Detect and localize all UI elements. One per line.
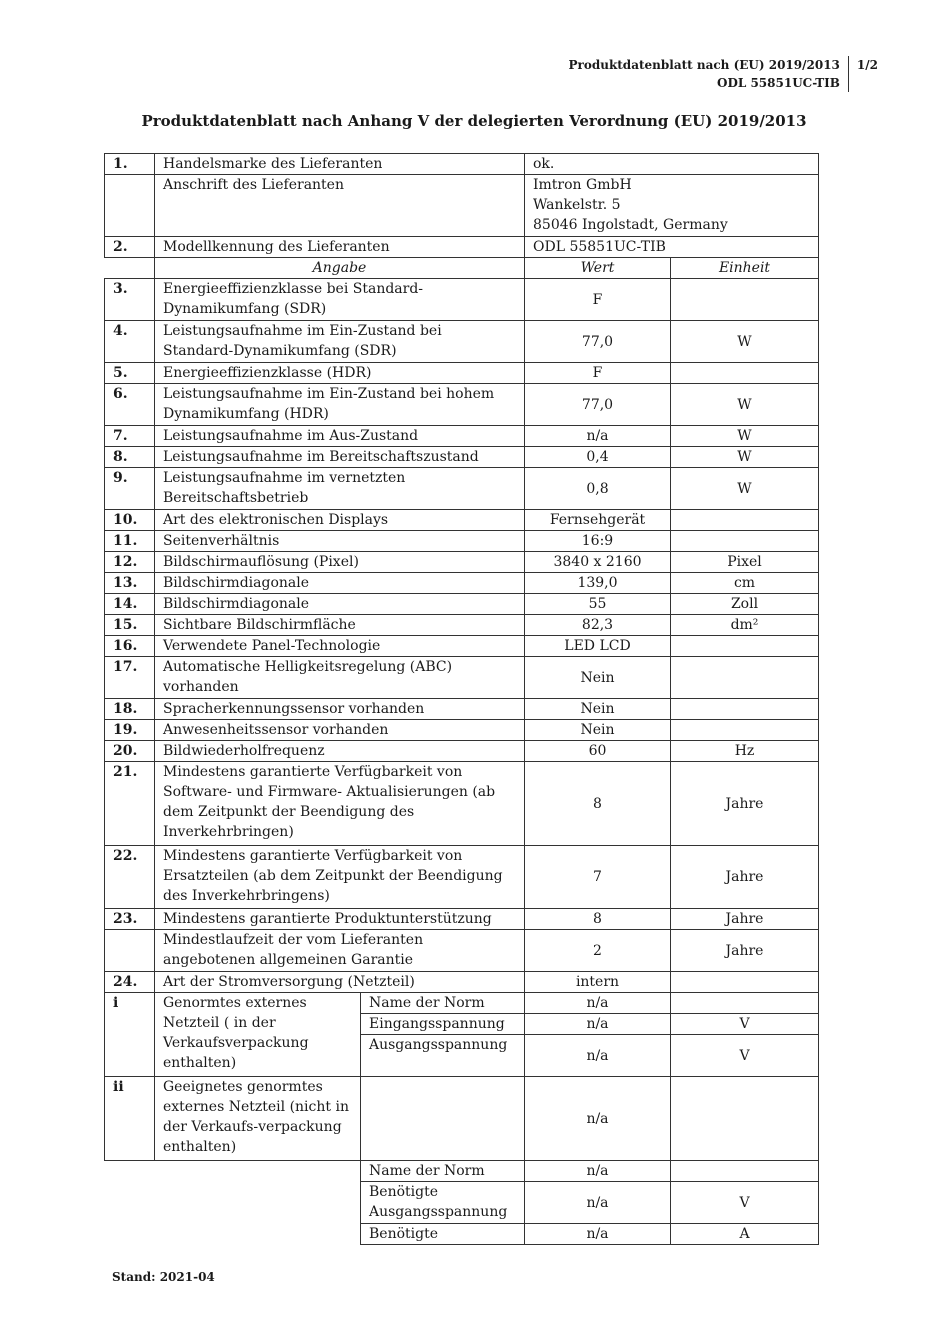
- row-value: n/a: [525, 1182, 671, 1224]
- table-row: [105, 447, 819, 468]
- row-number: [105, 175, 155, 237]
- row-value: 139,0: [525, 573, 671, 594]
- sub-label: Benötigte Ausgangsspannung: [361, 1182, 525, 1224]
- row-label: Genormtes externes Netzteil ( in der Verkaufsverpackung enthalten): [155, 993, 361, 1077]
- table-row: [105, 846, 819, 909]
- table-row: [105, 237, 819, 258]
- row-value: ok.: [525, 154, 819, 175]
- row-unit: [671, 510, 819, 531]
- product-data-table: [104, 153, 819, 1245]
- row-number: 13.: [105, 573, 155, 594]
- row-label: Energieeffizienzklasse bei Standard-Dynamikumfang (SDR): [155, 279, 525, 321]
- psu-ii-row: [105, 1077, 819, 1161]
- table-row: [105, 594, 819, 615]
- row-value: n/a: [525, 1077, 671, 1161]
- row-value: 77,0: [525, 321, 671, 363]
- row-number: 4.: [105, 321, 155, 363]
- empty-cell: [155, 1224, 361, 1245]
- row-unit: Pixel: [671, 552, 819, 573]
- row-value: F: [525, 363, 671, 384]
- row-label: Mindestlaufzeit der vom Lieferanten angebotenen allgemeinen Garantie: [155, 930, 525, 972]
- row-label: Anschrift des Lieferanten: [155, 175, 525, 237]
- row-number: 10.: [105, 510, 155, 531]
- row-unit: V: [671, 1035, 819, 1077]
- row-value: ODL 55851UC-TIB: [525, 237, 819, 258]
- empty-cell: [105, 1224, 155, 1245]
- table-row: [105, 930, 819, 972]
- table-row: [105, 636, 819, 657]
- row-label: Modellkennung des Lieferanten: [155, 237, 525, 258]
- row-unit: [671, 531, 819, 552]
- row-value: 82,3: [525, 615, 671, 636]
- row-number: [105, 930, 155, 972]
- table-row: [105, 909, 819, 930]
- table-row: [105, 741, 819, 762]
- row-value: n/a: [525, 1161, 671, 1182]
- row-unit: [671, 1161, 819, 1182]
- row-label: Mindestens garantierte Verfügbarkeit von Software- und Firmware- Aktualisierungen (ab dem Zeitpunkt der Beendigung des Inverkehrbringen): [155, 762, 525, 846]
- row-value: 2: [525, 930, 671, 972]
- header-doc-info: [568, 56, 848, 92]
- sub-label: Name der Norm: [361, 993, 525, 1014]
- row-label: Mindestens garantierte Produktunterstützung: [155, 909, 525, 930]
- page-header: [568, 56, 878, 92]
- empty-cell: [361, 1077, 525, 1161]
- row-label: Leistungsaufnahme im Ein-Zustand bei Standard-Dynamikumfang (SDR): [155, 321, 525, 363]
- table-row: [105, 321, 819, 363]
- table-row: [105, 384, 819, 426]
- row-unit: W: [671, 426, 819, 447]
- table-row: [105, 510, 819, 531]
- row-number: 9.: [105, 468, 155, 510]
- row-value: 8: [525, 762, 671, 846]
- row-label: Bildschirmdiagonale: [155, 594, 525, 615]
- row-unit: [671, 636, 819, 657]
- empty-cell: [671, 1077, 819, 1161]
- column-header-wert: Wert: [525, 258, 671, 279]
- sub-label: Eingangsspannung: [361, 1014, 525, 1035]
- column-header-row: [105, 258, 819, 279]
- row-value: 8: [525, 909, 671, 930]
- row-value: n/a: [525, 1035, 671, 1077]
- row-number: 12.: [105, 552, 155, 573]
- row-unit: [671, 720, 819, 741]
- row-value: Fernsehgerät: [525, 510, 671, 531]
- row-number: 15.: [105, 615, 155, 636]
- table-row: [105, 426, 819, 447]
- row-unit: [671, 279, 819, 321]
- row-label: Art des elektronischen Displays: [155, 510, 525, 531]
- row-label: Verwendete Panel-Technologie: [155, 636, 525, 657]
- row-unit: [671, 363, 819, 384]
- address-line: Imtron GmbH: [533, 177, 632, 193]
- row-label: Leistungsaufnahme im vernetzten Bereitschaftsbetrieb: [155, 468, 525, 510]
- table-row: [105, 762, 819, 846]
- row-number: ii: [105, 1077, 155, 1161]
- row-value: LED LCD: [525, 636, 671, 657]
- row-unit: W: [671, 447, 819, 468]
- row-number: 11.: [105, 531, 155, 552]
- table-row: [105, 468, 819, 510]
- row-unit: Zoll: [671, 594, 819, 615]
- row-number: 24.: [105, 972, 155, 993]
- row-label: Bildschirmauflösung (Pixel): [155, 552, 525, 573]
- row-unit: Jahre: [671, 930, 819, 972]
- row-unit: Hz: [671, 741, 819, 762]
- row-number: 23.: [105, 909, 155, 930]
- table-row: [105, 552, 819, 573]
- row-unit: Jahre: [671, 762, 819, 846]
- psu-ii-row: [105, 1224, 819, 1245]
- row-number: 14.: [105, 594, 155, 615]
- row-label: Mindestens garantierte Verfügbarkeit von Ersatzteilen (ab dem Zeitpunkt der Beendigung des Inverkehrbringens): [155, 846, 525, 909]
- table-row: [105, 699, 819, 720]
- sub-label: Name der Norm: [361, 1161, 525, 1182]
- psu-ii-row: [105, 1182, 819, 1224]
- table-row: [105, 972, 819, 993]
- row-number: 19.: [105, 720, 155, 741]
- header-page-number: 1/2: [856, 58, 878, 72]
- table-row: [105, 279, 819, 321]
- column-header-angabe: Angabe: [155, 258, 525, 279]
- psu-ii-row: [105, 1161, 819, 1182]
- row-unit: cm: [671, 573, 819, 594]
- table-row: [105, 531, 819, 552]
- empty-cell: [105, 1182, 155, 1224]
- row-unit: dm²: [671, 615, 819, 636]
- row-unit: [671, 657, 819, 699]
- row-value: 77,0: [525, 384, 671, 426]
- empty-cell: [105, 1161, 155, 1182]
- row-value: n/a: [525, 1014, 671, 1035]
- row-number: 21.: [105, 762, 155, 846]
- row-unit: V: [671, 1182, 819, 1224]
- empty-cell: [155, 1161, 361, 1182]
- address-line: Wankelstr. 5: [533, 197, 621, 213]
- sub-label: Ausgangsspannung: [361, 1035, 525, 1077]
- row-value: 60: [525, 741, 671, 762]
- row-value: n/a: [525, 1224, 671, 1245]
- row-label: Spracherkennungssensor vorhanden: [155, 699, 525, 720]
- row-value: 0,8: [525, 468, 671, 510]
- row-number: 2.: [105, 237, 155, 258]
- table-row: [105, 154, 819, 175]
- row-value: 3840 x 2160: [525, 552, 671, 573]
- address-line: 85046 Ingolstadt, Germany: [533, 217, 728, 233]
- row-value: n/a: [525, 426, 671, 447]
- header-model: ODL 55851UC-TIB: [716, 76, 840, 90]
- row-number: 16.: [105, 636, 155, 657]
- row-unit: V: [671, 1014, 819, 1035]
- table-row: [105, 615, 819, 636]
- row-number: 7.: [105, 426, 155, 447]
- row-number: 22.: [105, 846, 155, 909]
- row-number: 17.: [105, 657, 155, 699]
- row-number: 8.: [105, 447, 155, 468]
- row-value: 55: [525, 594, 671, 615]
- column-header-einheit: Einheit: [671, 258, 819, 279]
- row-unit: W: [671, 384, 819, 426]
- row-label: Leistungsaufnahme im Bereitschaftszustand: [155, 447, 525, 468]
- row-label: Anwesenheitssensor vorhanden: [155, 720, 525, 741]
- row-label: Leistungsaufnahme im Aus-Zustand: [155, 426, 525, 447]
- row-unit: [671, 972, 819, 993]
- sub-label: Benötigte: [361, 1224, 525, 1245]
- row-number: 5.: [105, 363, 155, 384]
- row-unit: Jahre: [671, 909, 819, 930]
- row-unit: Jahre: [671, 846, 819, 909]
- row-number: i: [105, 993, 155, 1077]
- empty-cell: [105, 258, 155, 279]
- row-label: Art der Stromversorgung (Netzteil): [155, 972, 525, 993]
- table-row: [105, 175, 819, 237]
- row-number: 6.: [105, 384, 155, 426]
- row-value: intern: [525, 972, 671, 993]
- row-value: Nein: [525, 699, 671, 720]
- row-unit: [671, 993, 819, 1014]
- row-value: Nein: [525, 720, 671, 741]
- table-row: [105, 573, 819, 594]
- row-value: n/a: [525, 993, 671, 1014]
- row-value: 16:9: [525, 531, 671, 552]
- document-title: Produktdatenblatt nach Anhang V der delegierten Verordnung (EU) 2019/2013: [141, 112, 807, 130]
- row-label: Leistungsaufnahme im Ein-Zustand bei hohem Dynamikumfang (HDR): [155, 384, 525, 426]
- row-value: 7: [525, 846, 671, 909]
- table-row: [105, 720, 819, 741]
- row-label: Bildschirmdiagonale: [155, 573, 525, 594]
- row-number: 18.: [105, 699, 155, 720]
- row-value: F: [525, 279, 671, 321]
- header-doc-title: Produktdatenblatt nach (EU) 2019/2013: [568, 58, 840, 72]
- row-label: Sichtbare Bildschirmfläche: [155, 615, 525, 636]
- supplier-address: [525, 175, 819, 237]
- row-number: 1.: [105, 154, 155, 175]
- row-unit: A: [671, 1224, 819, 1245]
- row-label: Geeignetes genormtes externes Netzteil (nicht in der Verkaufs-verpackung enthalten): [155, 1077, 361, 1161]
- row-label: Handelsmarke des Lieferanten: [155, 154, 525, 175]
- psu-i-row: [105, 993, 819, 1014]
- row-number: 20.: [105, 741, 155, 762]
- row-label: Energieeffizienzklasse (HDR): [155, 363, 525, 384]
- row-unit: W: [671, 468, 819, 510]
- row-value: Nein: [525, 657, 671, 699]
- row-label: Automatische Helligkeitsregelung (ABC) vorhanden: [155, 657, 525, 699]
- row-unit: W: [671, 321, 819, 363]
- row-label: Bildwiederholfrequenz: [155, 741, 525, 762]
- footer-date: Stand: 2021-04: [112, 1270, 215, 1284]
- table-row: [105, 657, 819, 699]
- row-unit: [671, 699, 819, 720]
- row-label: Seitenverhältnis: [155, 531, 525, 552]
- empty-cell: [155, 1182, 361, 1224]
- table-row: [105, 363, 819, 384]
- row-value: 0,4: [525, 447, 671, 468]
- row-number: 3.: [105, 279, 155, 321]
